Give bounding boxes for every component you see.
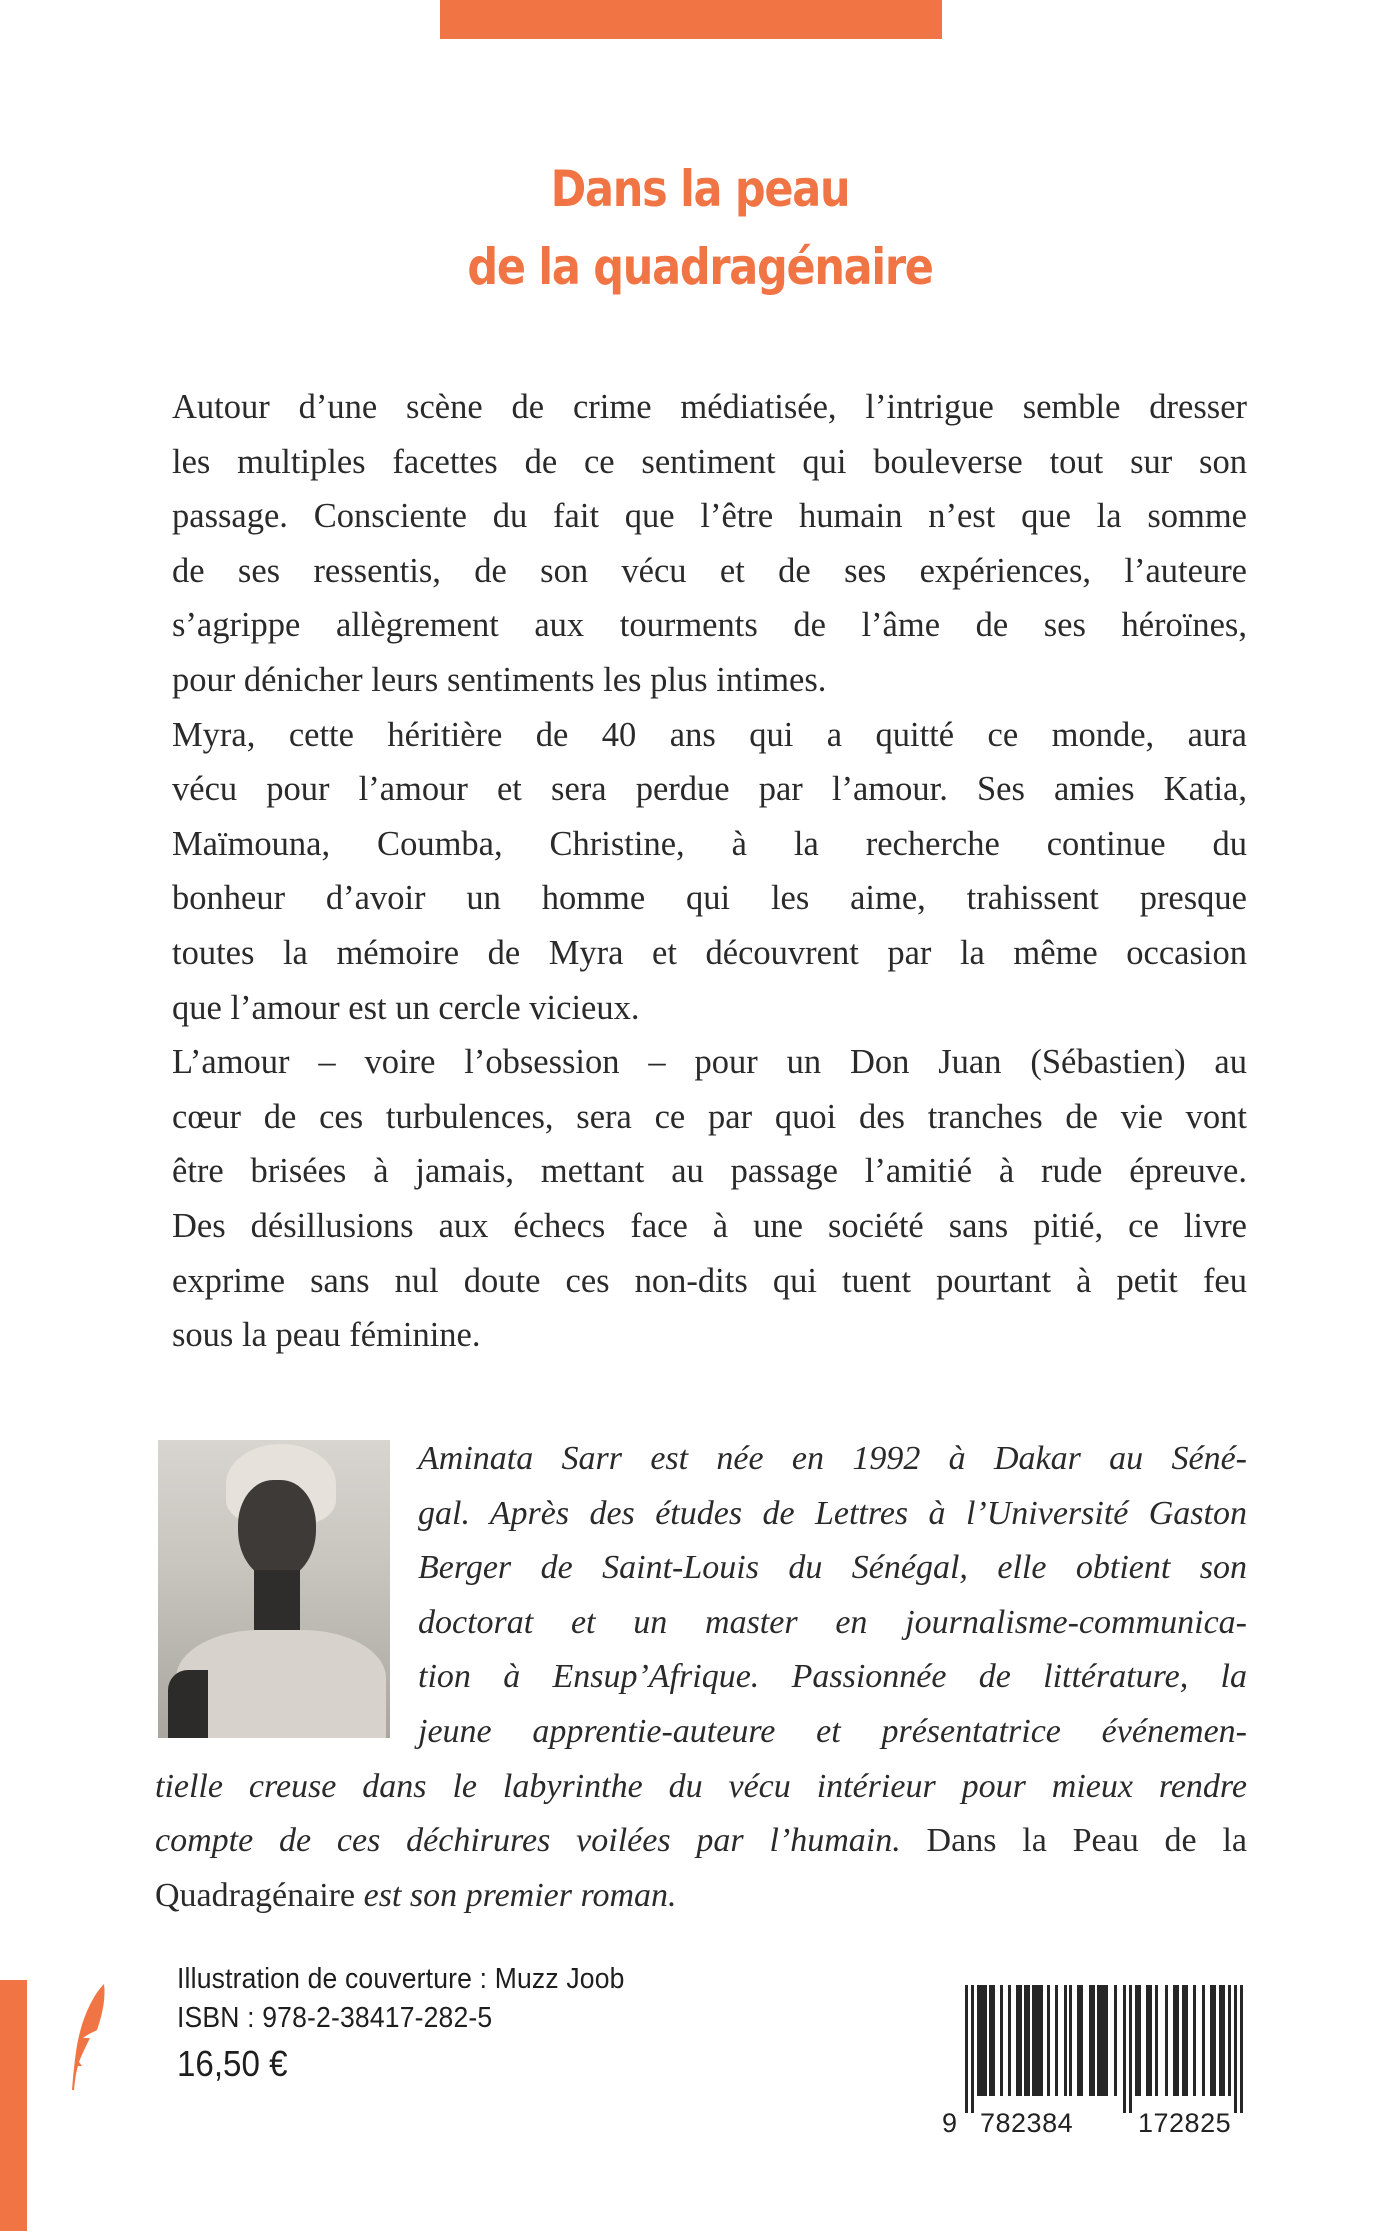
blurb-paragraph-2: [172, 708, 1247, 1036]
price: 16,50 €: [177, 2043, 288, 2084]
blurb-line: Maïmouna, Coumba, Christine, à la recherche continue du: [172, 824, 1247, 863]
blurb-line: que l’amour est un cercle vicieux.: [172, 988, 640, 1027]
back-cover-blurb: [172, 380, 1247, 1363]
bio-line: Aminata Sarr est née en 1992 à Dakar au Séné-: [418, 1440, 1247, 1477]
blurb-line: exprime sans nul doute ces non-dits qui tuent pourtant à petit feu: [172, 1261, 1247, 1300]
blurb-line: Des désillusions aux échecs face à une société sans pitié, ce livre: [172, 1206, 1247, 1245]
barcode-right-digits: 172825: [1138, 2108, 1232, 2138]
blurb-line: s’agrippe allègrement aux tourments de l’âme de ses héroïnes,: [172, 606, 1247, 645]
bio-italic-segment: est son premier roman.: [355, 1876, 677, 1914]
title-line-1: Dans la peau: [550, 160, 850, 218]
top-accent-band: [440, 0, 942, 39]
bio-line: jeune apprentie-auteure et présentatrice événemen-: [418, 1712, 1247, 1750]
blurb-line: de ses ressentis, de son vécu et de ses expériences, l’auteure: [172, 551, 1247, 590]
photo-neck: [254, 1570, 300, 1630]
bio-line: [155, 1869, 1247, 1924]
blurb-line: cœur de ces turbulences, sera ce par quoi des tranches de vie vont: [172, 1097, 1247, 1136]
bio-book-title-segment: Quadragénaire: [155, 1876, 356, 1914]
bio-line: tion à Ensup’Afrique. Passionnée de littérature, la: [418, 1658, 1247, 1696]
side-accent-band: [0, 1980, 27, 2231]
blurb-paragraph-3: [172, 1035, 1247, 1363]
credits-block: [177, 1960, 658, 2088]
illustration-credit: Illustration de couverture : Muzz Joob: [177, 1963, 625, 1995]
bio-italic-segment: compte de ces déchirures voilées par l’humain.: [155, 1822, 901, 1860]
blurb-line: sous la peau féminine.: [172, 1316, 481, 1355]
bio-line: Berger de Saint-Louis du Sénégal, elle obtient son: [418, 1549, 1247, 1587]
blurb-line: pour dénicher leurs sentiments les plus intimes.: [172, 660, 827, 699]
author-photo: [158, 1440, 390, 1738]
title-line-2: de la quadragénaire: [467, 238, 933, 296]
blurb-line: toutes la mémoire de Myra et découvrent par la même occasion: [172, 933, 1247, 972]
bio-line: tielle creuse dans le labyrinthe du vécu intérieur pour mieux rendre: [155, 1767, 1247, 1805]
bio-book-title-segment: Dans la Peau de la: [900, 1822, 1247, 1860]
blurb-line: les multiples facettes de ce sentiment qui bouleverse tout sur son: [172, 442, 1247, 481]
blurb-line: L’amour – voire l’obsession – pour un Don Juan (Sébastien) au: [172, 1043, 1247, 1082]
author-bio: [155, 1432, 1247, 1923]
blurb-line: Myra, cette héritière de 40 ans qui a quitté ce monde, aura: [172, 715, 1247, 754]
feather-icon: [70, 1982, 106, 2092]
barcode-prefix-digit: 9: [942, 2108, 958, 2138]
blurb-line: vécu pour l’amour et sera perdue par l’amour. Ses amies Katia,: [172, 770, 1247, 809]
barcode-left-digits: 782384: [980, 2108, 1074, 2138]
blurb-line: passage. Consciente du fait que l’être humain n’est que la somme: [172, 497, 1247, 536]
book-title: [98, 150, 1302, 306]
blurb-paragraph-1: [172, 380, 1247, 708]
bio-line: doctorat et un master en journalisme-communica-: [418, 1603, 1247, 1641]
photo-arm: [168, 1670, 208, 1738]
bio-line: gal. Après des études de Lettres à l’Université Gaston: [418, 1494, 1247, 1532]
photo-face: [238, 1480, 316, 1580]
blurb-line: Autour d’une scène de crime médiatisée, l’intrigue semble dresser: [172, 388, 1247, 426]
blurb-line: bonheur d’avoir un homme qui les aime, trahissent presque: [172, 879, 1247, 918]
isbn: ISBN : 978-2-38417-282-5: [177, 2002, 493, 2034]
blurb-line: être brisées à jamais, mettant au passage l’amitié à rude épreuve.: [172, 1152, 1247, 1191]
bio-line: [155, 1814, 1247, 1869]
